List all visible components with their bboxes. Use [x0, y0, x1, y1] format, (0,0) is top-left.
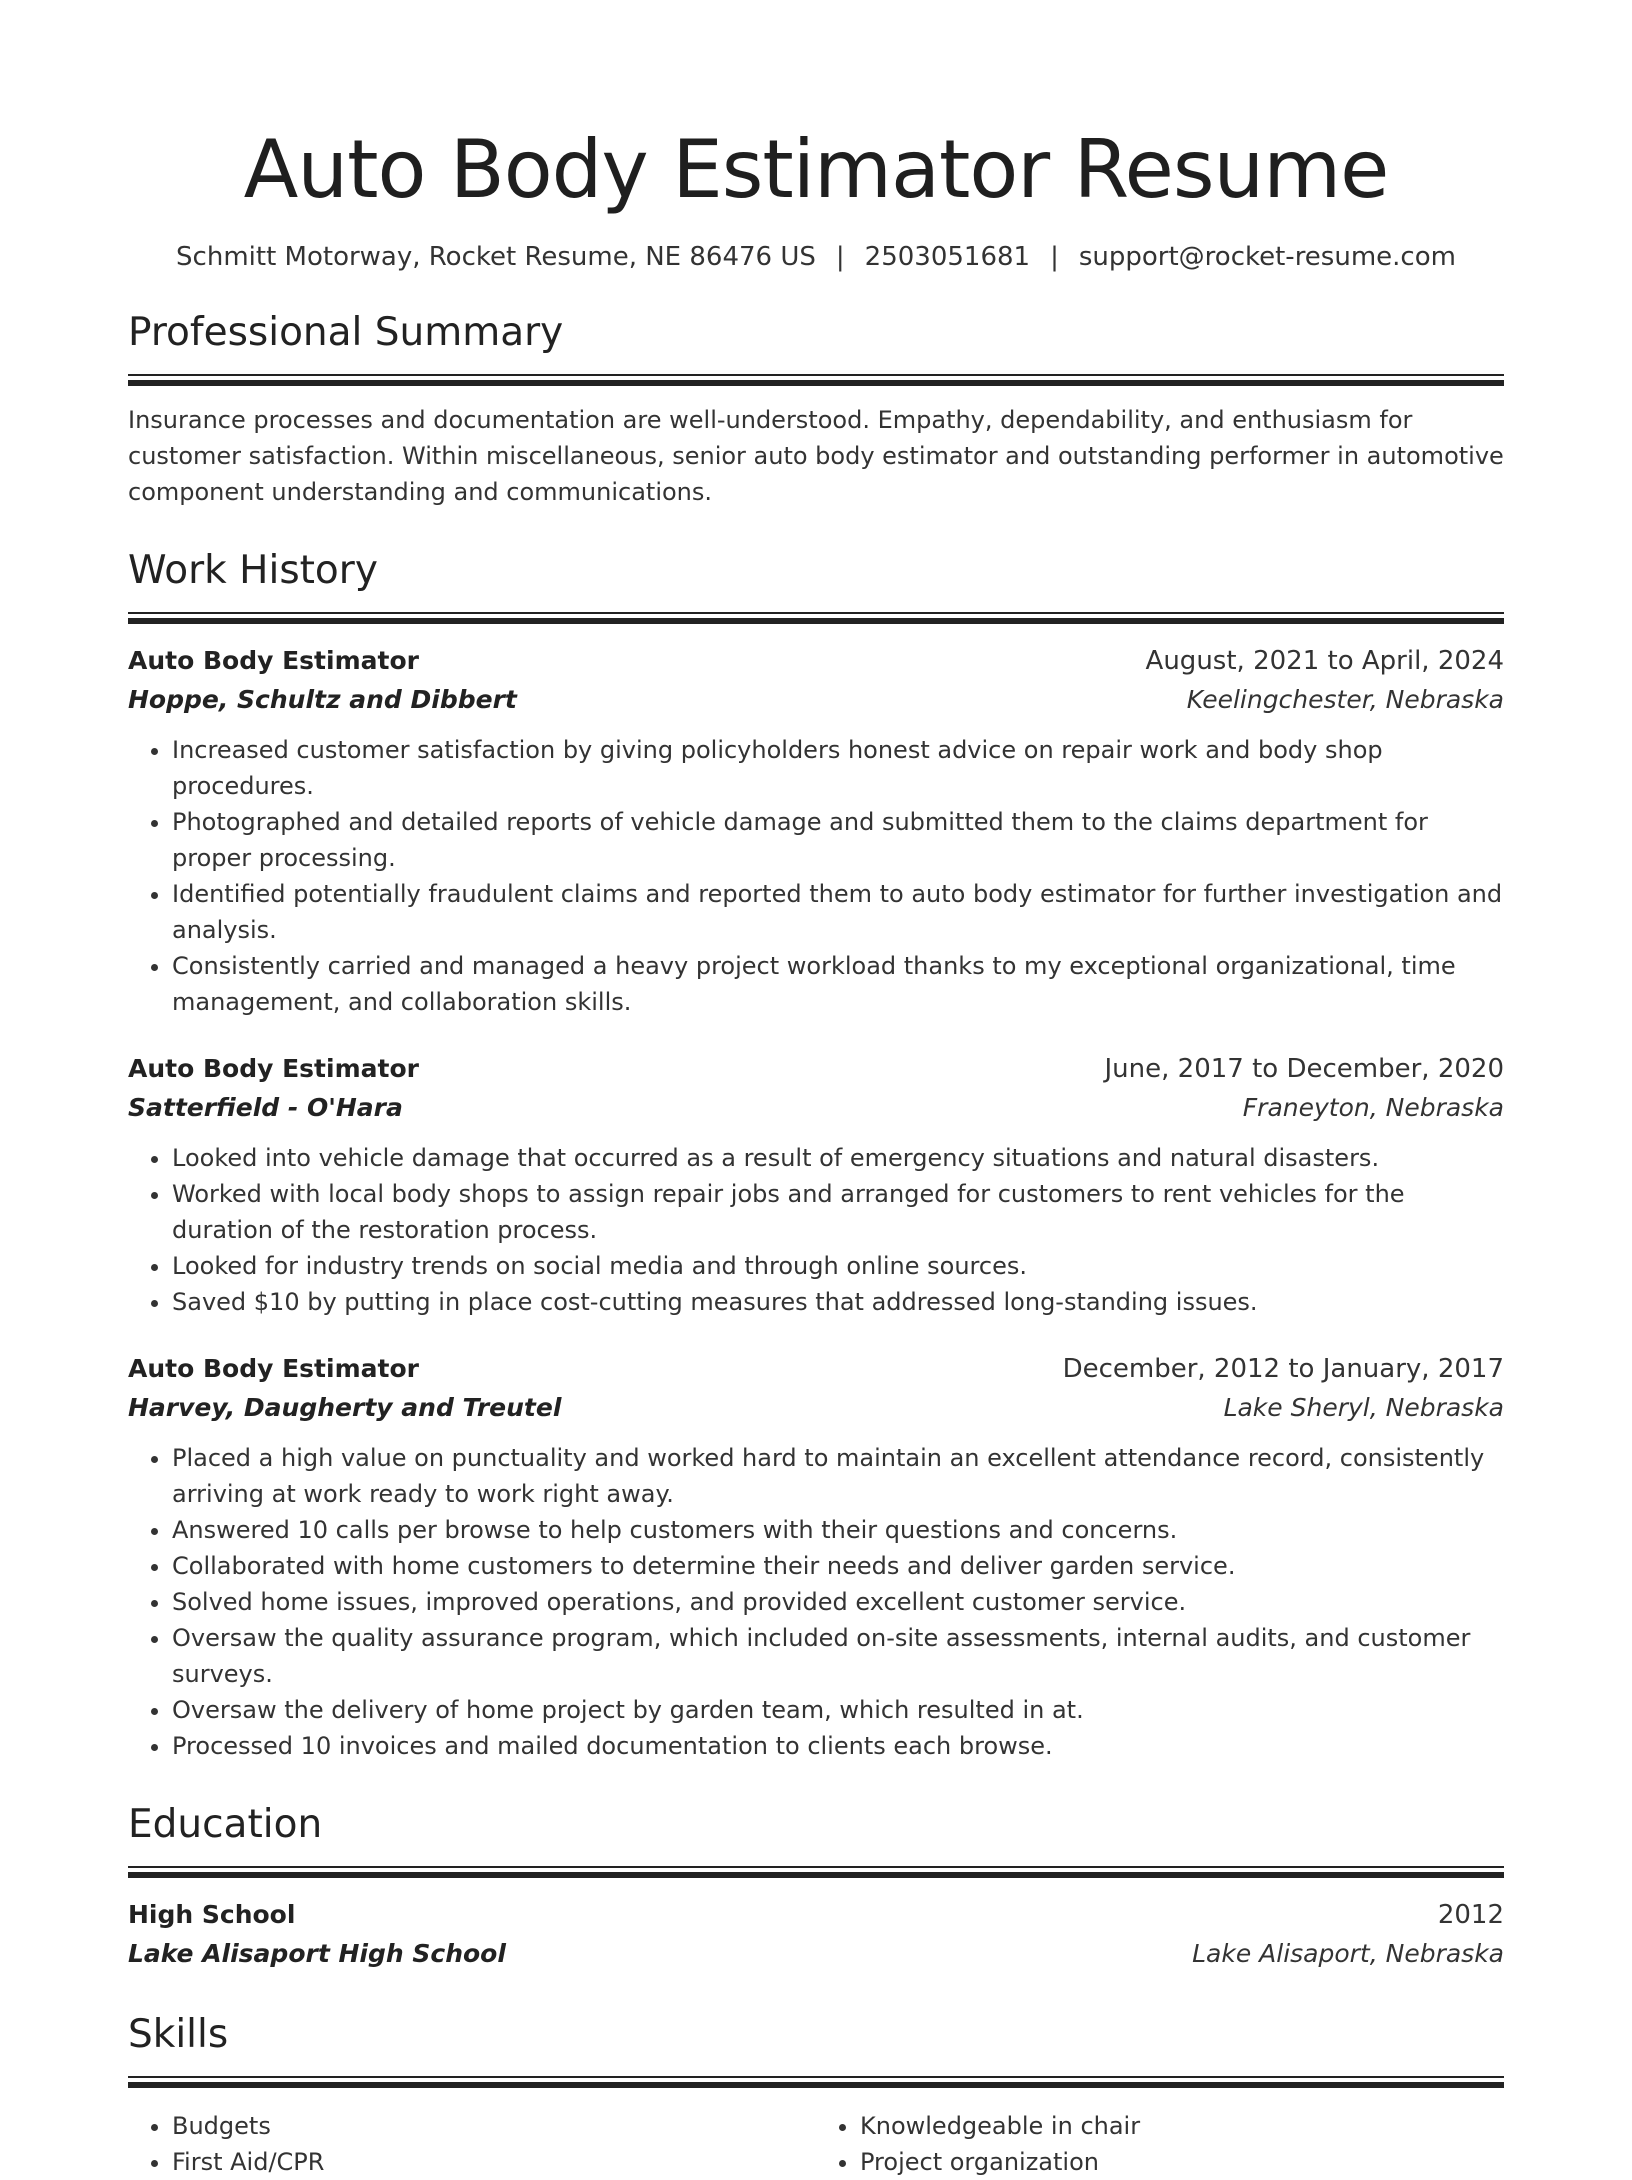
contact-line — [128, 242, 1504, 272]
job-bullet: • Saved $10 by putting in place cost-cutting measures that addressed long-standing issues. — [172, 1284, 1504, 1320]
job-location: Keelingchester, Nebraska — [1186, 685, 1504, 714]
contact-address: Schmitt Motorway, Rocket Resume, NE 86476 US — [176, 242, 816, 272]
contact-separator: | — [835, 242, 845, 272]
summary-section — [128, 308, 1504, 510]
job-entry — [128, 1350, 1504, 1764]
job-company: Satterfield - O'Hara — [128, 1093, 403, 1122]
section-divider — [128, 612, 1504, 624]
job-bullet: • Collaborated with home customers to determine their needs and deliver garden service. — [172, 1548, 1504, 1584]
job-bullet: • Placed a high value on punctuality and worked hard to maintain an excellent attendance record, consistently arriving at work ready to work right away. — [172, 1440, 1504, 1512]
job-bullet: • Consistently carried and managed a heavy project workload thanks to my exceptional organizational, time management, and collaboration skills. — [172, 948, 1504, 1020]
skill-item: • First Aid/CPR — [172, 2144, 816, 2180]
job-bullet: • Worked with local body shops to assign repair jobs and arranged for customers to rent vehicles for the duration of the restoration process. — [172, 1176, 1504, 1248]
job-title: Auto Body Estimator — [128, 646, 419, 675]
job-bullet: • Solved home issues, improved operations, and provided excellent customer service. — [172, 1584, 1504, 1620]
job-entry — [128, 642, 1504, 1020]
job-dates: August, 2021 to April, 2024 — [1145, 646, 1504, 676]
section-divider — [128, 374, 1504, 386]
job-bullets — [128, 1140, 1504, 1320]
job-dates: June, 2017 to December, 2020 — [1104, 1054, 1504, 1084]
job-bullet: • Looked into vehicle damage that occurred as a result of emergency situations and natural disasters. — [172, 1140, 1504, 1176]
skill-item: • Project organization — [860, 2144, 1504, 2180]
work-history-heading: Work History — [128, 548, 378, 593]
education-school: Lake Alisaport High School — [128, 1939, 506, 1968]
summary-heading: Professional Summary — [128, 310, 564, 355]
job-entry — [128, 1050, 1504, 1320]
job-bullet: • Processed 10 invoices and mailed documentation to clients each browse. — [172, 1728, 1504, 1764]
section-divider — [128, 2076, 1504, 2088]
summary-text: Insurance processes and documentation are well-understood. Empathy, dependability, and enthusiasm for customer satisfaction. Within miscellaneous, senior auto body estimator and outstanding performer in automotive component understanding and communications. — [128, 406, 1504, 506]
job-bullet: • Identified potentially fraudulent claims and reported them to auto body estimator for further investigation and analysis. — [172, 876, 1504, 948]
contact-separator: | — [1050, 242, 1059, 272]
job-title: Auto Body Estimator — [128, 1054, 419, 1083]
skill-item: • Knowledgeable in chair — [860, 2108, 1504, 2144]
skill-item: • Budgets — [172, 2108, 816, 2144]
job-company: Hoppe, Schultz and Dibbert — [128, 685, 517, 714]
job-location: Franeyton, Nebraska — [1242, 1093, 1504, 1122]
job-bullets — [128, 732, 1504, 1020]
job-bullet: • Increased customer satisfaction by giving policyholders honest advice on repair work and body shop procedures. — [172, 732, 1504, 804]
education-section — [128, 1800, 1504, 1974]
education-entry — [128, 1896, 1504, 1974]
skills-columns — [128, 2092, 1504, 2180]
job-location: Lake Sheryl, Nebraska — [1223, 1393, 1504, 1422]
job-bullet: • Photographed and detailed reports of vehicle damage and submitted them to the claims department for proper processing. — [172, 804, 1504, 876]
job-bullet: • Oversaw the quality assurance program, which included on-site assessments, internal audits, and customer surveys. — [172, 1620, 1504, 1692]
section-divider — [128, 1866, 1504, 1878]
job-dates: December, 2012 to January, 2017 — [1062, 1354, 1504, 1384]
education-heading: Education — [128, 1802, 323, 1847]
skills-section — [128, 2010, 1504, 2180]
job-bullet: • Looked for industry trends on social media and through online sources. — [172, 1248, 1504, 1284]
job-company: Harvey, Daugherty and Treutel — [128, 1393, 562, 1422]
resume-title: Auto Body Estimator Resume — [243, 123, 1389, 216]
job-title: Auto Body Estimator — [128, 1354, 419, 1383]
job-bullet: • Oversaw the delivery of home project by garden team, which resulted in at. — [172, 1692, 1504, 1728]
work-history-section — [128, 546, 1504, 1764]
contact-phone: 2503051681 — [864, 242, 1031, 272]
education-location: Lake Alisaport, Nebraska — [1192, 1939, 1504, 1968]
education-year: 2012 — [1437, 1900, 1504, 1930]
education-degree: High School — [128, 1900, 296, 1929]
skills-list-left — [128, 2108, 816, 2180]
job-bullet: • Answered 10 calls per browse to help customers with their questions and concerns. — [172, 1512, 1504, 1548]
job-bullets — [128, 1440, 1504, 1764]
contact-email: support@rocket-resume.com — [1078, 242, 1456, 272]
skills-list-right — [816, 2108, 1504, 2180]
skills-heading: Skills — [128, 2012, 229, 2057]
